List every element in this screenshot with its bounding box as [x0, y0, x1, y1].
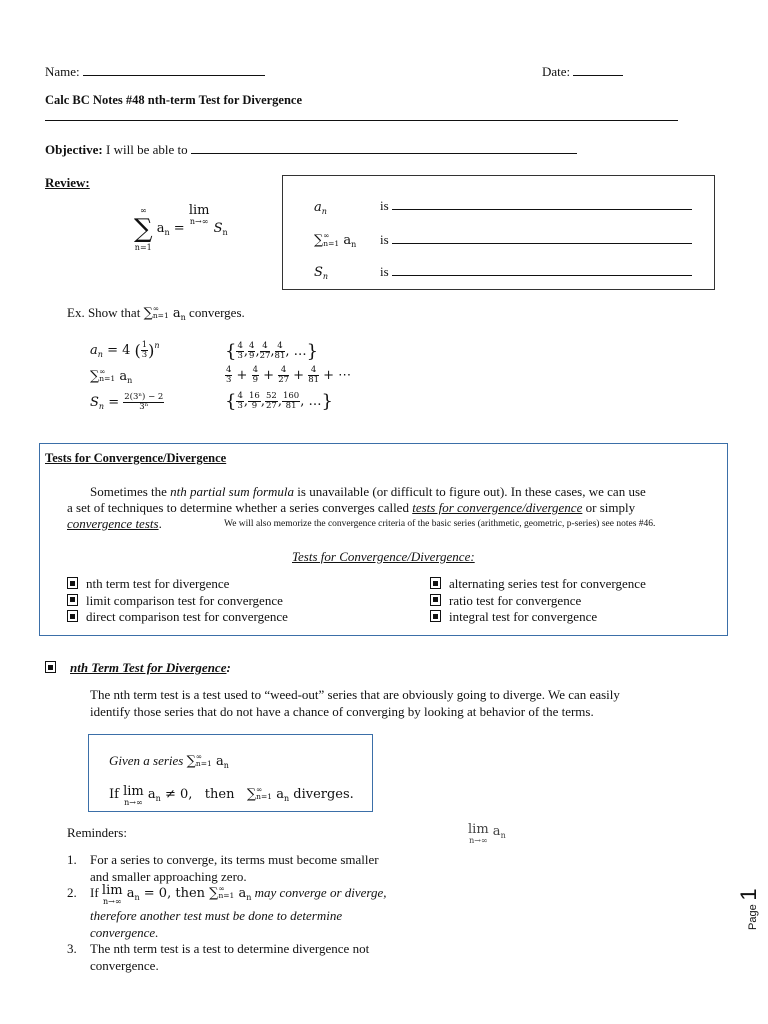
date-label: Date:: [542, 64, 571, 79]
checkbox-bullet-icon: [430, 594, 441, 606]
tests-note: We will also memorize the convergence criteria of the basic series (arithmetic, geometric, p-series) see notes #46.: [224, 519, 656, 529]
tests-left-list: [67, 576, 288, 626]
list-item: direct comparison test for convergence: [67, 609, 288, 626]
name-blank[interactable]: [83, 75, 265, 76]
page-footer: [736, 888, 762, 930]
reminder-item-1: 1. For a series to converge, its terms must become smaller and smaller approaching zero.: [67, 852, 379, 884]
box-row-an: is: [380, 198, 692, 214]
tests-heading: Tests for Convergence/Divergence: [45, 451, 227, 465]
tests-box: [39, 443, 728, 636]
checkbox-bullet-icon: [67, 577, 78, 589]
example-row3-lhs: $S_n$ = $\frac{\text{2(3ⁿ) − 2}}{\text{3ⁿ}}$: [90, 392, 164, 412]
given-series: Given a series ∑ ∞ n=1 $a_n$: [109, 752, 229, 770]
checkbox-bullet-icon: [67, 594, 78, 606]
box-row-sum-term: ∑ ∞ n=1 $a_n$: [314, 231, 357, 249]
box-row-sn-term: $S_n$: [314, 265, 329, 281]
tests-paragraph-line1: Sometimes the nth partial sum formula is unavailable (or difficult to figure out). In these cases, we can use: [90, 484, 646, 499]
date-field[interactable]: [542, 64, 623, 80]
tests-right-list: [430, 576, 646, 626]
box-row-sn: is: [380, 264, 692, 280]
sum-blank[interactable]: [392, 243, 692, 244]
list-item: alternating series test for convergence: [430, 576, 646, 593]
list-item: nth term test for divergence: [67, 576, 288, 593]
name-field[interactable]: [45, 64, 265, 80]
tests-paragraph-line3: convergence tests.: [67, 516, 162, 531]
review-heading: Review:: [45, 175, 90, 190]
nth-term-para-line2: identify those series that do not have a chance of converging by looking at behavior of the terms.: [90, 704, 594, 719]
reminder-item-2: 2. If lim n→∞ $a_n = 0$, then ∑ ∞ n=1 $a_n$ may converge or diverge,: [67, 883, 387, 906]
divergence-rule: If lim n→∞ $a_n \ne 0$, then ∑ ∞ n=1 $a_n$ diverges.: [109, 784, 354, 807]
example-row1-sequence: { $\frac{4}{3}$ , $\frac{4}{9}$ , $\frac{4}{27}$ , $\frac{4}{81}$ , …}: [225, 341, 319, 362]
reminders-heading: Reminders:: [67, 825, 127, 840]
checkbox-bullet-icon: [430, 610, 441, 622]
title-rule: [45, 120, 678, 121]
list-item: ratio test for convergence: [430, 593, 646, 610]
checkbox-bullet-icon: [45, 661, 56, 673]
nth-term-heading: nth Term Test for Divergence:: [45, 660, 231, 676]
review-definitions-box: [282, 175, 715, 290]
objective-text: I will be able to: [106, 142, 188, 157]
date-blank[interactable]: [573, 75, 623, 76]
nth-term-para-line1: The nth term test is a test used to “weed-out” series that are obviously going to diverge. We can easily: [90, 687, 620, 702]
example-row2-lhs: ∑ ∞ n=1 $a_n$: [90, 367, 133, 385]
checkbox-bullet-icon: [67, 610, 78, 622]
checkbox-bullet-icon: [430, 577, 441, 589]
list-item: limit comparison test for convergence: [67, 593, 288, 610]
objective: [45, 142, 577, 158]
example-row3-sequence: { $\frac{4}{3}$ , $\frac{16}{9}$ , $\frac{52}{27}$ , $\frac{160}{81}$ , …}: [225, 391, 333, 412]
box-row-an-term: $a_n$: [314, 200, 327, 216]
list-item: integral test for convergence: [430, 609, 646, 626]
nth-term-rule-box: [88, 734, 373, 812]
page-number: 1: [736, 888, 761, 901]
example-row1-lhs: $a_n = 4$ ( $\frac{1}{3}$ )$^n$: [90, 340, 160, 360]
reminders-side-limit: lim n→∞ $a_n$: [468, 822, 506, 845]
page-title: Calc BC Notes #48 nth-term Test for Divergence: [45, 93, 303, 107]
tests-list-heading: Tests for Convergence/Divergence:: [292, 549, 475, 564]
sigma-symbol: ∞ ∑ n=1: [134, 206, 153, 252]
name-label: Name:: [45, 64, 80, 79]
review-formula: ∞ ∑ n=1 $a_n = \lim$ n→∞ $S_n$: [134, 202, 228, 252]
page-label: Page: [747, 904, 759, 930]
sn-blank[interactable]: [392, 275, 692, 276]
example-row2-series: $\frac{4}{3}$ + $\frac{4}{9}$ + $\frac{4}{27}$ + $\frac{4}{81}$ + ⋯: [226, 365, 352, 385]
tests-paragraph-line2: a set of techniques to determine whether a series converges called tests for convergence/divergence or simply: [67, 500, 636, 515]
objective-label: Objective:: [45, 142, 103, 157]
example-prompt: Ex. Show that ∑ ∞ n=1 $a_n$ converges.: [67, 304, 245, 322]
reminder-item-2-line2: therefore another test must be done to determine: [90, 908, 343, 923]
objective-blank[interactable]: [191, 153, 577, 154]
box-row-sum: is: [380, 232, 692, 248]
reminder-item-3: 3. The nth term test is a test to determine divergence not convergence.: [67, 941, 370, 973]
reminder-item-2-line3: convergence.: [90, 925, 159, 940]
an-blank[interactable]: [392, 209, 692, 210]
